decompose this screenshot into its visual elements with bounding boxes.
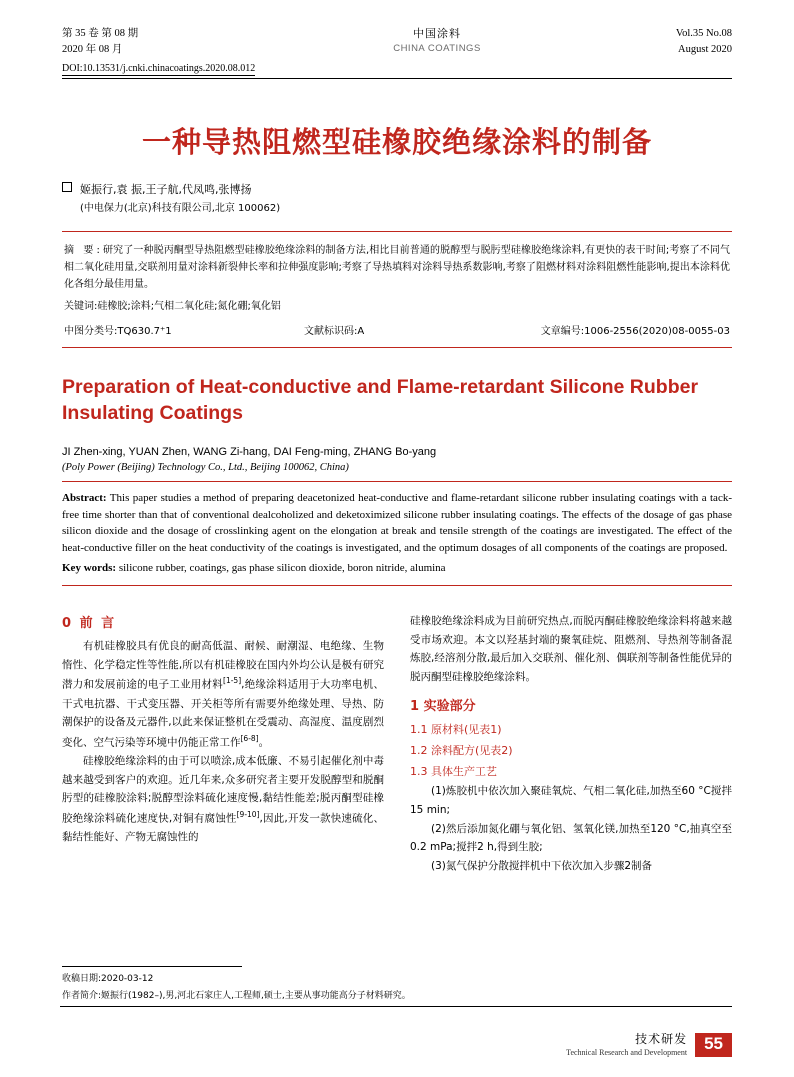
citation-ref-1: [1-5] <box>223 676 242 686</box>
subsection-heading-1-1: 1.1 原材料(见表1) <box>410 722 502 736</box>
citation-ref-2: [6-8] <box>240 733 259 743</box>
masthead-right <box>582 26 732 58</box>
affiliation-en: (Poly Power (Beijing) Technology Co., Ltd., Beijing 100062, China) <box>62 462 349 474</box>
section-heading-0: 0 前 言 <box>62 615 117 631</box>
author-bio: 作者简介:姬振行(1982–),男,河北石家庄人,工程师,硕士,主要从事功能高分子材料研究。 <box>62 990 411 1001</box>
clc-value: TQ630.7⁺1 <box>117 325 172 337</box>
abstract-cn-label: 摘 要: <box>64 244 103 256</box>
keywords-en-text: silicone rubber, coatings, gas phase silicon dioxide, boron nitride, alumina <box>116 562 446 575</box>
section-heading-1: 1 实验部分 <box>410 698 476 714</box>
abstract-en <box>62 490 732 556</box>
issue-date-en: August 2020 <box>678 43 732 55</box>
paragraph-1-c: 。 <box>258 736 270 749</box>
doi-text: DOI:10.13531/j.cnki.chinacoatings.2020.08.012 <box>62 62 256 74</box>
paragraph-1-b: ,绝缘涂料适用于大功率电机、干式电抗器、干式变压器、开关柜等所有需要外绝缘处理、导热、防潮保护的设备及元器件,以此来保证整机在受震动、高湿度、温度剧烈变化、空气污染等环境中仍能正常工作 <box>62 678 385 749</box>
abstract-en-label: Abstract: <box>62 492 107 505</box>
paragraph-2-b: ,因此,开发一款快速硫化、黏结性能好、产物无腐蚀性的 <box>62 812 384 844</box>
doc-code-label: 文献标识码: <box>304 325 358 337</box>
volume-issue-en: Vol.35 No.08 <box>675 28 732 39</box>
footer-row <box>566 1030 732 1057</box>
square-bullet-icon <box>62 182 72 192</box>
authors-cn-text: 姬振行,袁 振,王子航,代凤鸣,张博扬 <box>80 183 252 197</box>
keywords-en-label: Key words: <box>62 562 117 575</box>
citation-ref-3: [9-10] <box>236 810 260 820</box>
clc-field <box>64 322 304 337</box>
volume-issue: 第 35 卷 第 08 期 <box>62 28 139 39</box>
paragraph-2-a: 硅橡胶绝缘涂料的由于可以喷涂,成本低廉、不易引起催化剂中毒越来越受到客户的欢迎。近几年来,众多研究者主要开发脱醇型和脱酮肟型的硅橡胶涂料;脱醇型涂料硫化速度慢,黏结性能差;脱丙酮型硅橡胶绝缘涂料硫化速度快,对铜有腐蚀性 <box>62 755 384 825</box>
doc-code-field <box>304 322 504 337</box>
page-title-cn: 一种导热阻燃型硅橡胶绝缘涂料的制备 <box>141 124 652 159</box>
page-title-en: Preparation of Heat-conductive and Flame-retardant Silicone Rubber Insulating Coatings <box>62 375 699 425</box>
subsection-heading-1-2: 1.2 涂料配方(见表2) <box>410 743 513 757</box>
keywords-cn-paragraph <box>64 298 730 315</box>
footnote-block <box>62 966 734 1005</box>
paragraph-1-a: 有机硅橡胶具有优良的耐高低温、耐候、耐潮湿、电绝缘、生物惰性、化学稳定性等性能,所以有机硅橡胶在国内外均公认是极有研究潜力和发展前途的电子工业用材料 <box>62 639 384 691</box>
footer-divider <box>60 1006 732 1007</box>
authors-en: JI Zhen-xing, YUAN Zhen, WANG Zi-hang, DAI Feng-ming, ZHANG Bo-yang <box>62 446 437 459</box>
abstract-cn-text: 研究了一种脱丙酮型导热阻燃型硅橡胶绝缘涂料的制备方法,相比目前普通的脱醇型与脱肟型硅橡胶绝缘涂料,有更快的表干时间;考察了不同气相二氧化硅用量,交联剂用量对涂料新裂伸长率和拉伸强度影响;考察了导热填料对涂料导热系数影响,考察了阻燃材料对涂料阻燃性能影响,提出本涂料优化各组分最佳用量。 <box>64 244 730 291</box>
paragraph-1 <box>62 637 384 752</box>
paragraph-2 <box>62 752 384 847</box>
process-step-3: (3)氮气保护分散搅拌机中下依次加入步骤2制备 <box>431 860 653 873</box>
abstract-en-block <box>62 481 732 586</box>
classification-row <box>64 322 730 337</box>
body-column-left <box>62 612 384 876</box>
page-number: 55 <box>695 1033 732 1057</box>
footnote-divider <box>62 966 242 967</box>
footer-section <box>566 1030 687 1057</box>
footer-section-en: Technical Research and Development <box>566 1048 688 1057</box>
paragraph-3: 硅橡胶绝缘涂料成为目前研究热点,而脱丙酮硅橡胶绝缘涂料将越来越受市场欢迎。本文以羟基封端的聚氧硅烷、阻燃剂、导热剂等制备混炼胶,经溶剂分散,最后加入交联剂、催化剂、偶联剂等制备性能优异的脱丙酮型硅橡胶绝缘涂料。 <box>410 614 732 683</box>
masthead <box>62 26 732 58</box>
doi-line <box>62 58 732 76</box>
clc-label: 中图分类号: <box>64 325 118 337</box>
footer-section-cn: 技术研发 <box>635 1032 688 1046</box>
affiliation-cn: (中电保力(北京)科技有限公司,北京 100062) <box>80 202 281 214</box>
article-id-label: 文章编号: <box>540 325 585 337</box>
keywords-cn-label: 关键词: <box>64 300 98 312</box>
body-columns <box>62 612 732 876</box>
body-column-right <box>410 612 732 876</box>
masthead-divider <box>62 78 732 79</box>
received-date: 收稿日期:2020-03-12 <box>62 973 154 984</box>
doc-code-value: A <box>357 325 365 337</box>
keywords-cn-text: 硅橡胶;涂料;气相二氧化硅;氮化硼;氧化铝 <box>97 300 281 312</box>
journal-name-en: CHINA COATINGS <box>393 42 481 54</box>
process-step-2: (2)然后添加氮化硼与氧化铝、氢氧化镁,加热至120 °C,抽真空至0.2 mPa;搅拌2 h,得到生胶; <box>410 822 732 854</box>
article-id-field <box>504 322 730 337</box>
authors-cn <box>62 181 732 200</box>
abstract-cn-paragraph <box>64 242 730 294</box>
page-footer <box>566 1030 732 1057</box>
process-step-1: (1)炼胶机中依次加入聚硅氧烷、气相二氧化硅,加热至60 °C搅拌15 min; <box>410 785 732 817</box>
masthead-center <box>292 26 582 56</box>
abstract-cn <box>64 242 730 315</box>
masthead-left <box>62 26 292 58</box>
abstract-en-text: This paper studies a method of preparing deacetonized heat-conductive and flame-retardant silicone rubber insulating coatings with a tack-free time shorter than that of conventional dealcoholized and deketoximized silicone rubber insulating coatings. The effects of the dosage of gas phase silicon dioxide and the dosage of crosslinking agent on the elongation at break and tensile strength of the coatings are investigated. The effect of the heat-conductive filler on the heat conductivity of the coatings is investigated, and the optimum dosages of all components of the coatings are proposed. <box>62 492 732 554</box>
subsection-heading-1-3: 1.3 具体生产工艺 <box>410 764 497 778</box>
issue-date-cn: 2020 年 08 月 <box>62 43 123 55</box>
keywords-en <box>62 560 732 577</box>
abstract-cn-block <box>62 231 732 348</box>
journal-name-cn: 中国涂料 <box>413 27 461 40</box>
article-id-value: 1006-2556(2020)08-0055-03 <box>584 325 730 337</box>
